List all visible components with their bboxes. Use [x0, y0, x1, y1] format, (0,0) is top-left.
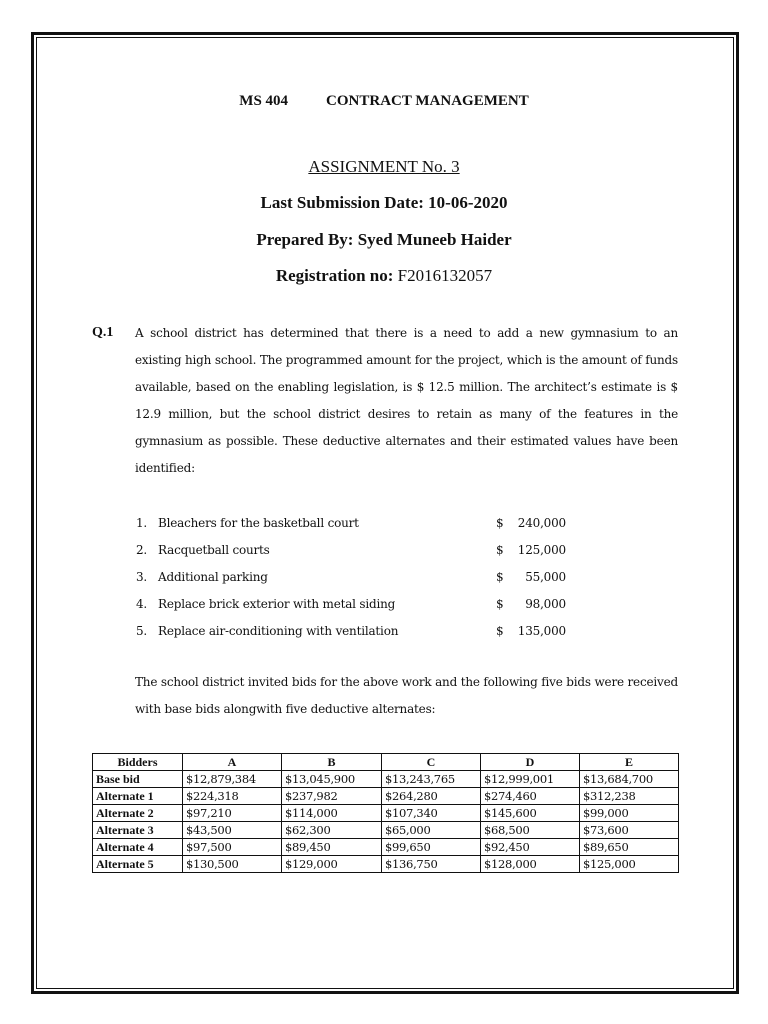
- table-cell: $312,238: [580, 788, 679, 805]
- list-item: 4. Replace brick exterior with metal siding $ 98,000: [136, 596, 566, 611]
- table-cell: $12,879,384: [183, 771, 282, 788]
- table-cell: $89,650: [580, 839, 679, 856]
- table-row: [93, 839, 679, 856]
- table-row: [93, 856, 679, 873]
- table-row: [93, 771, 679, 788]
- table-row: [93, 805, 679, 822]
- table-cell: $68,500: [481, 822, 580, 839]
- table-cell: $92,450: [481, 839, 580, 856]
- column-header: C: [382, 754, 481, 771]
- column-header: B: [282, 754, 382, 771]
- table-cell: $128,000: [481, 856, 580, 873]
- question-paragraph-2: The school district invited bids for the above work and the following five bids were received with base bids alongwith five deductive alternates:: [135, 675, 678, 716]
- table-cell: $89,450: [282, 839, 382, 856]
- table-cell: $62,300: [282, 822, 382, 839]
- prepared-label: Prepared By:: [256, 230, 354, 249]
- table-cell: $224,318: [183, 788, 282, 805]
- table-cell: $13,243,765: [382, 771, 481, 788]
- prepared-by: Syed Muneeb Haider: [357, 230, 512, 249]
- registration-label: Registration no:: [275, 266, 394, 285]
- column-header: Bidders: [93, 754, 183, 771]
- row-label: Alternate 1: [93, 788, 183, 805]
- list-item: 2. Racquetball courts $ 125,000: [136, 542, 566, 557]
- column-header: D: [481, 754, 580, 771]
- table-cell: $99,000: [580, 805, 679, 822]
- submission-date-line: [0, 193, 768, 213]
- row-label: Alternate 2: [93, 805, 183, 822]
- course-name: CONTRACT MANAGEMENT: [326, 93, 529, 109]
- table-cell: $13,684,700: [580, 771, 679, 788]
- question-paragraph-1: A school district has determined that there is a need to add a new gymnasium to an existing high school. The programmed amount for the project, which is the amount of funds available, based on the enabling legislation, is $ 12.5 million. The architect’s estimate is $ 12.9 million, but the school district desires to retain as many of the features in the gymnasium as possible. These deductive alternates and their estimated values have been identified:: [135, 326, 678, 475]
- table-cell: $125,000: [580, 856, 679, 873]
- table-cell: $13,045,900: [282, 771, 382, 788]
- list-item: 5. Replace air-conditioning with ventilation $ 135,000: [136, 623, 566, 638]
- table-cell: $97,210: [183, 805, 282, 822]
- bids-table: [92, 753, 679, 873]
- registration-line: [0, 266, 768, 286]
- list-item: 1. Bleachers for the basketball court $ 240,000: [136, 515, 566, 530]
- submission-date: 10-06-2020: [428, 193, 508, 212]
- table-cell: $43,500: [183, 822, 282, 839]
- column-header: A: [183, 754, 282, 771]
- column-header: E: [580, 754, 679, 771]
- table-cell: $130,500: [183, 856, 282, 873]
- table-cell: $12,999,001: [481, 771, 580, 788]
- assignment-title: ASSIGNMENT No. 3: [308, 157, 460, 176]
- prepared-by-line: [0, 230, 768, 250]
- row-label: Alternate 4: [93, 839, 183, 856]
- table-cell: $264,280: [382, 788, 481, 805]
- table-cell: $114,000: [282, 805, 382, 822]
- table-cell: $274,460: [481, 788, 580, 805]
- table-header-row: [93, 754, 679, 771]
- row-label: Alternate 5: [93, 856, 183, 873]
- registration-no: F2016132057: [397, 266, 493, 285]
- course-code: MS 404: [239, 93, 289, 109]
- row-label: Alternate 3: [93, 822, 183, 839]
- submission-label: Last Submission Date:: [260, 193, 424, 212]
- list-item: 3. Additional parking $ 55,000: [136, 569, 566, 584]
- course-heading: [0, 93, 768, 110]
- table-cell: $107,340: [382, 805, 481, 822]
- table-cell: $136,750: [382, 856, 481, 873]
- row-label: Base bid: [93, 771, 183, 788]
- table-row: [93, 822, 679, 839]
- table-cell: $145,600: [481, 805, 580, 822]
- table-row: [93, 788, 679, 805]
- table-cell: $65,000: [382, 822, 481, 839]
- question-label: Q.1: [92, 325, 114, 340]
- table-cell: $237,982: [282, 788, 382, 805]
- table-cell: $73,600: [580, 822, 679, 839]
- alternates-list: [136, 509, 566, 644]
- table-cell: $129,000: [282, 856, 382, 873]
- table-cell: $99,650: [382, 839, 481, 856]
- table-cell: $97,500: [183, 839, 282, 856]
